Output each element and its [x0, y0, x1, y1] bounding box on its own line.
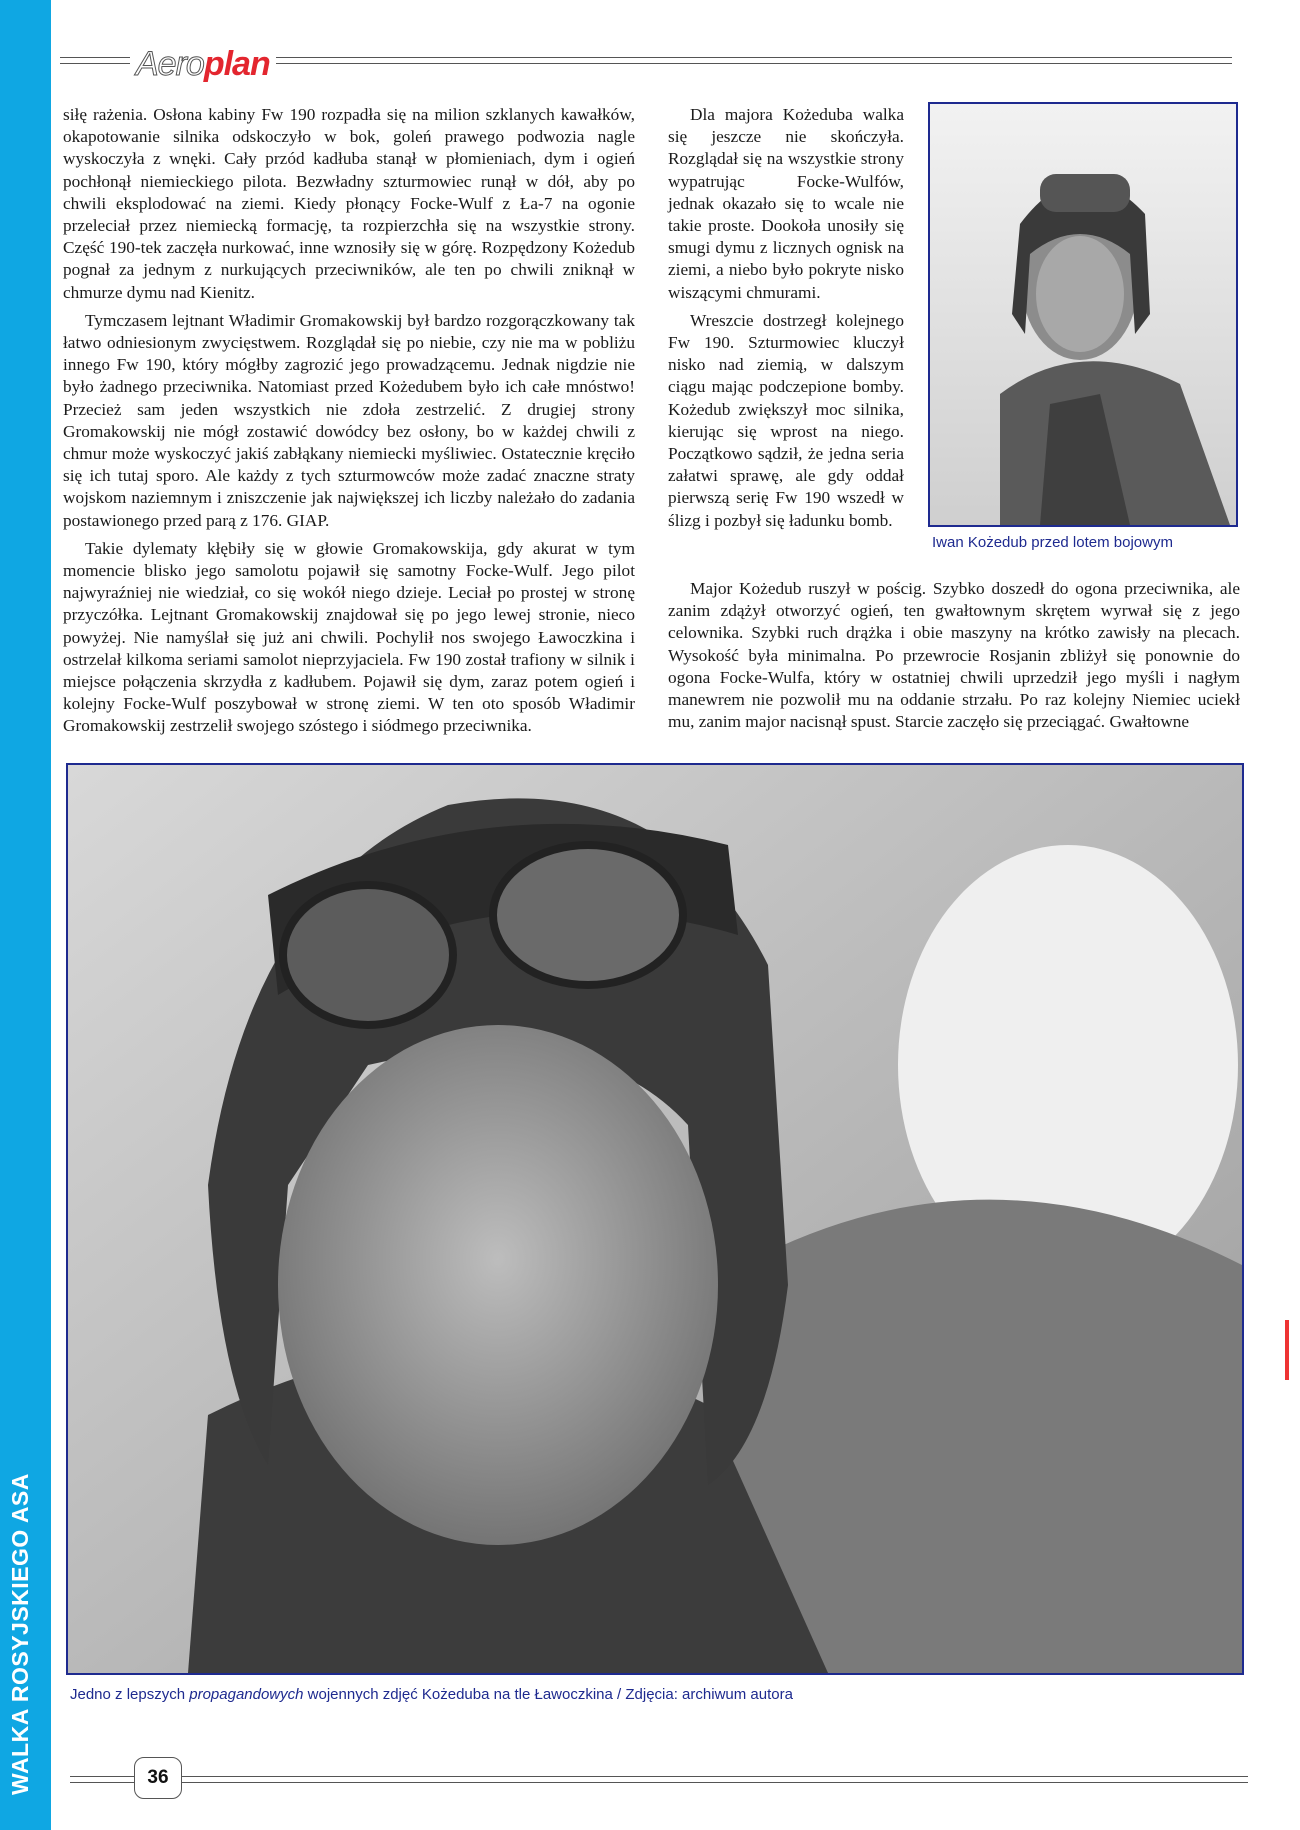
footer-rule-bottom: [70, 1782, 1248, 1783]
paragraph: Tymczasem lejtnant Władimir Gromakowskij był bardzo rozgorączkowany tak łatwo odniesionym zwycięstwem. Rozglądał się po niebie, czy nie ma w pobliżu innego Fw 190, który mógłby zagrozić jego prowadzącemu. Jednak nigdzie nie było żadnego przeciwnika. Natomiast przed Kożedubem było ich całe mnóstwo! Przecież sam jeden wszystkich nie zdoła zestrzelić. Z drugiej strony Gromakowskij nie mógł zostawić dowódcy bez osłony, bo w każdej chwili z chmur może wyskoczyć jakiś zabłąkany niemiecki myśliwiec. Ostatecznie kręciło się ich tutaj sporo. Ale każdy z tych szturmowców może zadać znaczne straty wojskom naziemnym i zniszczenie jak największej ich liczby należało do zadania postawionego przed parą z 176. GIAP.: [63, 310, 635, 530]
portrait-photo-image: [930, 104, 1236, 525]
portrait-photo: [928, 102, 1238, 527]
edge-mark: [1285, 1320, 1289, 1380]
page-number: 36: [134, 1757, 182, 1799]
main-photo: [66, 763, 1244, 1675]
caption-emphasis: propagandowych: [189, 1686, 304, 1703]
paragraph: Wreszcie dostrzegł kolejnego Fw 190. Szturmowiec kluczył nisko nad ziemią, w dalszym ciągu mając podczepione bomby. Kożedub zwiększył moc silnika, kierując się wprost na niego. Początkowo sądził, że jedna seria załatwi sprawę, ale gdy oddał pierwszą serię Fw 190 wszedł w ślizg i pozbył się ładunku bomb.: [668, 310, 904, 530]
caption-text: Jedno z lepszych: [70, 1686, 190, 1703]
paragraph: siłę rażenia. Osłona kabiny Fw 190 rozpadła się na milion szklanych kawałków, okapotowanie silnika odskoczyło w bok, goleń prawego podwozia nagle wyskoczyła z wnęki. Cały przód kadłuba stanął w płomieniach, dym i ogień pochłonął niemieckiego pilota. Bezwładny szturmowiec runął w dół, aby po chwili eksplodować na ziemi. Kiedy płonący Focke-Wulf z Ła-7 na ogonie przeleciał przez niemiecką formację, ta rozpierzchła się na wszystkie strony. Część 190-tek zaczęła nurkować, inne wznosiły się w górę. Rozpędzony Kożedub pognał za jednym z nurkujących przeciwników, ale ten po chwili zniknął w chmurze dymu nad Kienitz.: [63, 105, 635, 302]
caption-text: wojennych zdjęć Kożeduba na tle Ławoczkina / Zdjęcia: archiwum autora: [303, 1686, 793, 1703]
article-column-bottom: [668, 578, 1240, 733]
section-sidebar: [0, 0, 51, 1830]
main-photo-image: [68, 765, 1242, 1673]
article-column-left: [63, 104, 635, 738]
paragraph: Dla majora Kożeduba walka się jeszcze nie skończyła. Rozglądał się na wszystkie strony wypatrując Focke-Wulfów, jednak okazało się to wcale nie takie proste. Dookoła unosiły się smugi dymu z licznych ognisk na ziemi, a niebo było pokryte nisko wiszącymi chmurami.: [668, 105, 904, 302]
main-photo-caption: [70, 1686, 793, 1703]
magazine-logo: [130, 44, 276, 84]
paragraph: Takie dylematy kłębiły się w głowie Gromakowskija, gdy akurat w tym momencie blisko jego samolotu pojawił się samotny Focke-Wulf. Jego pilot najwyraźniej nie wiedział, co się wokół niego dzieje. Leciał po prostej w stronę przyczółka. Lejtnant Gromakowskij znajdował się po jego lewej stronie, nieco powyżej. Nie namyślał się już ani chwili. Pochylił nos swojego Ławoczkina i ostrzelał kilkoma seriami samolot nieprzyjaciela. Fw 190 został trafiony w silnik i miejsce połączenia skrzydła z kadłubem. Pojawił się dym, zaraz potem ogień i kolejny Focke-Wulf poszybował w stronę ziemi. W ten oto sposób Władimir Gromakowskij zestrzelił swojego szóstego i siódmego przeciwnika.: [63, 538, 635, 736]
logo-aero: Aero: [136, 45, 204, 83]
portrait-caption: Iwan Kożedub przed lotem bojowym: [932, 534, 1173, 551]
article-column-middle: [668, 104, 904, 532]
footer-rule-top: [70, 1776, 1248, 1777]
section-title: WALKA ROSYJSKIEGO ASA: [7, 1473, 33, 1795]
paragraph: Major Kożedub ruszył w pościg. Szybko doszedł do ogona przeciwnika, ale zanim zdążył otworzyć ogień, ten gwałtownym skrętem wyrwał się z jego celownika. Szybki ruch drążka i obie maszyny na krótko zawisły na plecach. Wysokość była minimalna. Po przewrocie Rosjanin zbliżył się ponownie do ogona Focke-Wulfa, który w ostatniej chwili uprzedził jego myśli i nagłym manewrem nie pozwolił mu na oddanie strzału. Po raz kolejny Niemiec uciekł mu, zanim major nacisnął spust. Starcie zaczęło się przeciągać. Gwałtowne: [668, 579, 1240, 732]
logo-plan: plan: [203, 45, 270, 83]
